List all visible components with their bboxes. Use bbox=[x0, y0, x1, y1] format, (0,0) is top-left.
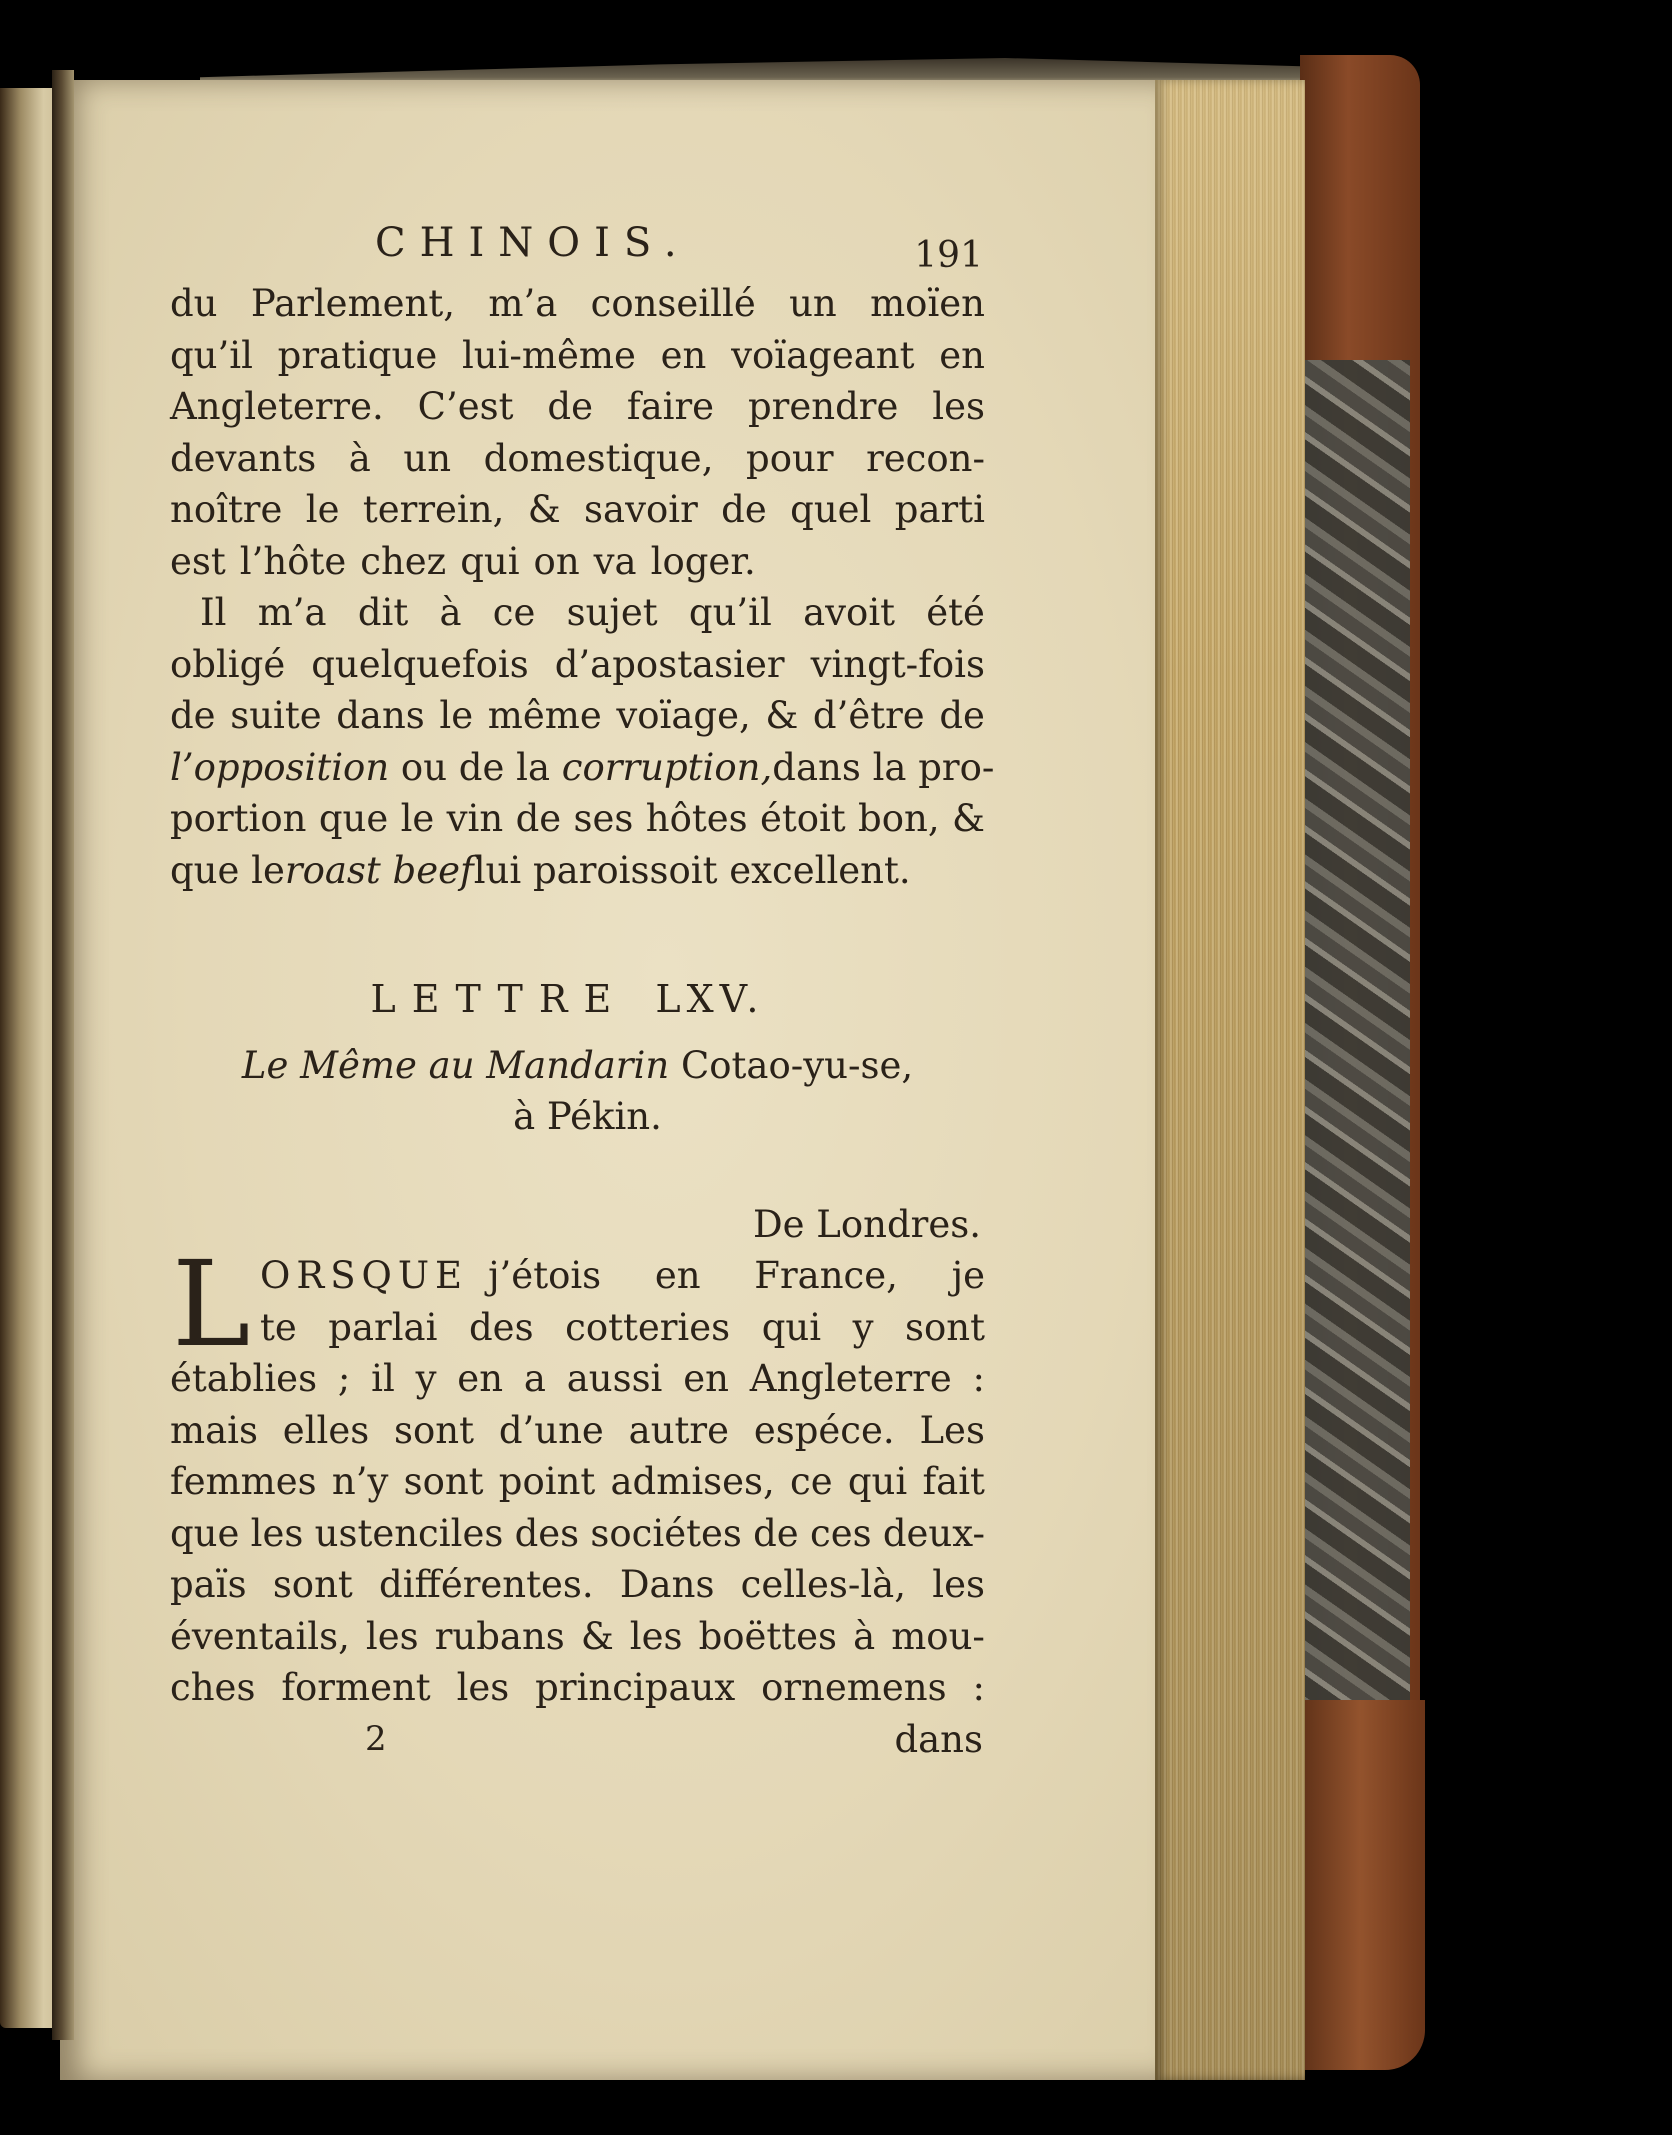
italic-word: corruption, bbox=[561, 745, 773, 789]
word: un bbox=[403, 436, 452, 480]
word: fait bbox=[922, 1460, 985, 1503]
word: aussi bbox=[566, 1357, 663, 1400]
text-span: ou de la bbox=[400, 745, 551, 789]
word: rubans bbox=[434, 1614, 565, 1658]
word: ses bbox=[573, 797, 634, 840]
word: suite bbox=[230, 694, 322, 737]
word: les bbox=[932, 385, 985, 428]
word: je bbox=[951, 1254, 985, 1297]
text-line bbox=[170, 1559, 985, 1611]
word: Parlement, bbox=[250, 282, 456, 325]
word: les bbox=[456, 1666, 510, 1709]
text-line bbox=[170, 330, 985, 382]
page-header bbox=[170, 218, 985, 278]
drop-cap: L bbox=[172, 1235, 251, 1373]
word: admises, bbox=[610, 1460, 775, 1503]
text-line bbox=[170, 1456, 985, 1508]
word: y bbox=[852, 1305, 874, 1349]
text-line bbox=[170, 1508, 985, 1560]
word: de bbox=[170, 694, 216, 737]
text-span: que le bbox=[170, 848, 285, 892]
word: avoit bbox=[803, 591, 896, 634]
word: terrein, bbox=[362, 488, 505, 531]
word: établies bbox=[170, 1357, 318, 1400]
marbled-board bbox=[1300, 360, 1410, 1720]
word: des bbox=[514, 1511, 580, 1555]
word: hôtes bbox=[645, 797, 748, 840]
word: portion bbox=[170, 797, 307, 840]
word: voïageant bbox=[731, 333, 915, 377]
word: n’y bbox=[331, 1460, 389, 1503]
word: des bbox=[469, 1305, 534, 1349]
small-caps-word: ORSQUE bbox=[260, 1254, 469, 1297]
word: noître bbox=[170, 488, 283, 531]
word: le bbox=[400, 797, 435, 840]
text-line bbox=[170, 1405, 985, 1457]
word: pratique bbox=[277, 333, 438, 377]
word: & bbox=[765, 694, 799, 737]
word: de bbox=[939, 694, 985, 737]
word: que bbox=[170, 1511, 240, 1555]
text-line bbox=[170, 845, 985, 897]
word: chez bbox=[360, 539, 447, 583]
word: quel bbox=[790, 488, 872, 531]
word: étoit bbox=[759, 797, 846, 840]
word: les bbox=[629, 1614, 683, 1658]
word: parti bbox=[894, 488, 985, 531]
word: conseillé bbox=[590, 282, 756, 325]
leather-corner bbox=[1295, 1700, 1425, 2070]
word: femmes bbox=[170, 1460, 317, 1503]
word: elles bbox=[282, 1408, 370, 1452]
word: en bbox=[660, 333, 707, 377]
word: cotteries bbox=[565, 1305, 731, 1349]
word: ce bbox=[492, 591, 536, 634]
text-line bbox=[170, 381, 985, 433]
word: & bbox=[580, 1614, 614, 1658]
word: on bbox=[533, 539, 580, 583]
word: forment bbox=[281, 1666, 431, 1709]
word: mais bbox=[170, 1408, 258, 1452]
word: C’est bbox=[417, 385, 514, 428]
word: point bbox=[498, 1460, 596, 1503]
text-line bbox=[170, 433, 985, 485]
word: Dans bbox=[619, 1563, 715, 1606]
catchword: dans bbox=[894, 1717, 983, 1761]
text-line bbox=[170, 639, 985, 691]
word: parlai bbox=[328, 1305, 438, 1349]
page-text bbox=[170, 218, 995, 1766]
word: en bbox=[683, 1357, 729, 1400]
word: mou- bbox=[891, 1614, 985, 1658]
word: les bbox=[932, 1563, 985, 1606]
italic-word: roast beef bbox=[284, 848, 474, 892]
signature-mark: 2 bbox=[365, 1718, 387, 1759]
word: de bbox=[515, 797, 562, 840]
italic-word: l’opposition bbox=[170, 745, 390, 789]
text-span: dans la pro- bbox=[772, 745, 995, 789]
word: d’être bbox=[812, 694, 925, 737]
word: domestique, bbox=[483, 436, 714, 480]
word: sont bbox=[394, 1408, 475, 1452]
word: : bbox=[972, 1666, 985, 1709]
text-line bbox=[170, 1250, 985, 1302]
word: quelquefois bbox=[311, 642, 529, 686]
word: à bbox=[439, 591, 462, 634]
word: Il bbox=[200, 591, 227, 634]
word: les bbox=[250, 1511, 304, 1555]
text-line bbox=[170, 690, 985, 742]
word: à bbox=[348, 436, 371, 480]
word: ustenciles bbox=[314, 1511, 504, 1555]
word: Angleterre bbox=[749, 1357, 952, 1400]
previous-page-edge bbox=[0, 88, 58, 2028]
page-number: 191 bbox=[914, 235, 983, 276]
word: qu’il bbox=[170, 333, 253, 377]
word: les bbox=[365, 1614, 419, 1658]
word: vin bbox=[446, 797, 504, 840]
word: qui bbox=[847, 1460, 908, 1503]
word: le bbox=[305, 488, 340, 531]
word: de bbox=[721, 488, 767, 531]
word: ce bbox=[790, 1460, 833, 1503]
word: celles-là, bbox=[740, 1563, 906, 1606]
page-footer bbox=[170, 1714, 985, 1766]
word: été bbox=[926, 591, 985, 634]
paragraph-2 bbox=[170, 587, 995, 896]
paragraph-1 bbox=[170, 278, 985, 587]
word: & bbox=[527, 488, 561, 531]
word: prendre bbox=[747, 385, 899, 428]
word: voïage, bbox=[616, 694, 751, 737]
text-line bbox=[170, 742, 995, 794]
word: d’une bbox=[498, 1408, 604, 1452]
word: ches bbox=[170, 1666, 256, 1709]
word: qu’il bbox=[688, 591, 772, 634]
letter-address bbox=[170, 1040, 985, 1143]
word: dans bbox=[336, 694, 425, 737]
word: différentes. bbox=[379, 1563, 594, 1606]
word: vingt-fois bbox=[810, 642, 985, 686]
letter-number: LXV. bbox=[655, 977, 765, 1021]
word: m’a bbox=[257, 591, 327, 634]
word: devants bbox=[170, 436, 317, 480]
word: Les bbox=[919, 1408, 985, 1452]
word: deux- bbox=[882, 1511, 985, 1555]
word: a bbox=[523, 1357, 546, 1400]
text-line bbox=[170, 587, 985, 639]
word: : bbox=[972, 1357, 985, 1400]
text-line bbox=[170, 278, 985, 330]
word: dit bbox=[357, 591, 409, 634]
word: ces bbox=[809, 1511, 872, 1555]
word: éventails, bbox=[170, 1614, 350, 1658]
word: de bbox=[753, 1511, 799, 1555]
word: te bbox=[260, 1305, 297, 1349]
word: le bbox=[439, 694, 474, 737]
word: va bbox=[593, 539, 637, 583]
letter-title: LETTRE bbox=[370, 977, 628, 1021]
word: bon, bbox=[858, 797, 940, 840]
word: de bbox=[547, 385, 593, 428]
letter-place: De Londres. bbox=[752, 1202, 981, 1246]
word: savoir bbox=[584, 488, 698, 531]
word: d’apostasier bbox=[554, 642, 785, 686]
word: ornemens bbox=[761, 1666, 947, 1709]
running-head: CHINOIS. bbox=[375, 220, 691, 266]
word: est bbox=[170, 539, 226, 583]
word: loger. bbox=[650, 539, 756, 583]
letter-heading bbox=[150, 974, 985, 1026]
word: faire bbox=[626, 385, 715, 428]
word: espéce. bbox=[753, 1408, 895, 1452]
word: qui bbox=[761, 1305, 822, 1349]
word: en bbox=[654, 1254, 701, 1297]
word: principaux bbox=[535, 1666, 736, 1709]
text-line bbox=[170, 793, 985, 845]
word: & bbox=[951, 797, 985, 840]
address-city: à Pékin. bbox=[513, 1095, 662, 1138]
word: j’étois bbox=[488, 1254, 602, 1297]
word: à bbox=[853, 1614, 876, 1658]
word: Angleterre. bbox=[170, 385, 384, 428]
fore-edge-shading bbox=[1155, 80, 1305, 2080]
word: même bbox=[487, 694, 602, 737]
word: pour bbox=[746, 436, 834, 480]
word: obligé bbox=[170, 642, 286, 686]
word: l’hôte bbox=[239, 539, 347, 583]
text-line bbox=[170, 536, 985, 588]
word: sociétes bbox=[590, 1511, 742, 1555]
text-line bbox=[170, 1302, 985, 1354]
word: recon- bbox=[866, 436, 985, 480]
word: qui bbox=[460, 539, 520, 583]
page-gutter bbox=[52, 70, 74, 2040]
word: que bbox=[318, 797, 389, 840]
word: sont bbox=[905, 1305, 985, 1349]
text-line bbox=[170, 1611, 985, 1663]
word: un bbox=[789, 282, 837, 325]
text-line bbox=[170, 1353, 985, 1405]
word: du bbox=[170, 282, 218, 325]
word: y bbox=[415, 1357, 437, 1400]
word: païs bbox=[170, 1563, 247, 1606]
word: m’a bbox=[488, 282, 558, 325]
text-line bbox=[170, 484, 985, 536]
word: boëttes bbox=[698, 1614, 838, 1658]
word: France, bbox=[754, 1254, 898, 1297]
word: autre bbox=[628, 1408, 729, 1452]
word: ; bbox=[337, 1357, 351, 1400]
word: sont bbox=[403, 1460, 484, 1503]
word: sont bbox=[272, 1563, 353, 1606]
word: lui-même bbox=[461, 333, 636, 377]
word: sujet bbox=[566, 591, 658, 634]
paragraph-3 bbox=[170, 1235, 985, 1714]
text-line bbox=[170, 1662, 985, 1714]
address-name: Cotao-yu-se, bbox=[680, 1043, 914, 1087]
text-span: lui paroissoit excellent. bbox=[473, 848, 911, 892]
word: il bbox=[371, 1357, 395, 1400]
word: en bbox=[939, 333, 985, 377]
word: moïen bbox=[870, 282, 985, 325]
address-recipient: Le Même au Mandarin bbox=[241, 1043, 670, 1087]
word: en bbox=[457, 1357, 504, 1400]
